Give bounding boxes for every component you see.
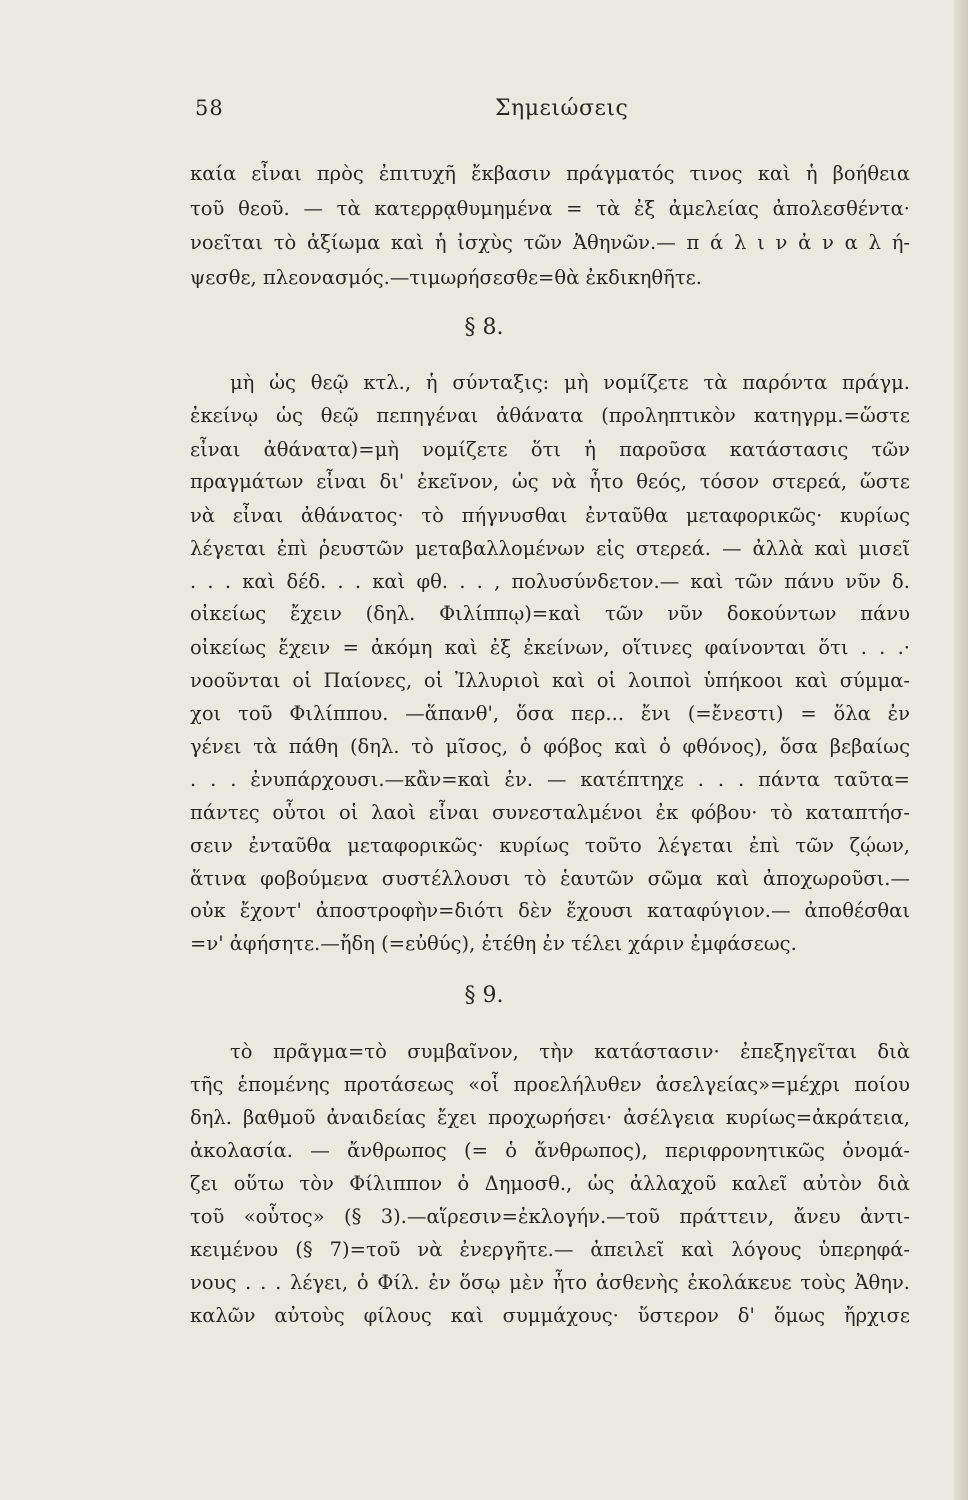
text-line: νὰ εἶναι ἀθάνατος· τὸ πήγνυσθαι ἐνταῦθα μεταφορικῶς· κυρίως [190,504,910,527]
text-line: τῆς ἑπομένης προτάσεως «οἷ προελήλυθεν ἀσελγείας»=μέχρι ποίου [190,1073,910,1096]
text-line: ἀκολασία. — ἄνθρωπος (= ὁ ἄνθρωπος), περιφρονητικῶς ὀνομά- [190,1139,910,1162]
text-line: χοι τοῦ Φιλίππου. —ἅπανθ', ὅσα περ... ἔνι (=ἔνεστι) = ὅλα ἐν [190,702,910,725]
text-line: λέγεται ἐπὶ ῥευστῶν μεταβαλλομένων εἰς στερεά. — ἀλλὰ καὶ μισεῖ [190,537,910,560]
text-line: δηλ. βαθμοῦ ἀναιδείας ἔχει προχωρήσει· ἀσέλγεια κυρίως=ἀκράτεια, [190,1106,910,1129]
text-line: ζει οὕτω τὸν Φίλιππον ὁ Δημοσθ., ὡς ἀλλαχοῦ καλεῖ αὐτὸν διὰ [190,1172,910,1195]
text-line: πραγμάτων εἶναι δι' ἐκεῖνον, ὡς νὰ ἦτο θεός, τόσον στερεά, ὥστε [190,470,910,493]
text-line: κειμένου (§ 7)=τοῦ νὰ ἐνεργῆτε.— ἀπειλεῖ καὶ λόγους ὑπερηφά- [190,1238,910,1261]
text-line: τοῦ θεοῦ. — τὰ κατερρᾳθυμημένα = τὰ ἐξ ἀμελείας ἀπολεσθέντα· [190,197,910,220]
text-line: οὐκ ἔχοντ' ἀποστροφὴν=διότι δὲν ἔχουσι καταφύγιον.— ἀποθέσθαι [190,899,910,922]
running-title: Σημειώσεις [495,96,629,121]
text-line: . . . καὶ δέδ. . . καὶ φθ. . . , πολυσύνδετον.— καὶ τῶν πάνυ νῦν δ. [190,570,910,593]
page-edge [954,0,968,1500]
text-line: ἅτινα φοβούμενα συστέλλουσι τὸ ἑαυτῶν σῶμα καὶ ἀποχωροῦσι.— [190,867,910,890]
section-heading-8: § 8. [464,315,504,340]
text-line: ψεσθε, πλεονασμός.—τιμωρήσεσθε=θὰ ἐκδικηθῆτε. [190,266,702,289]
text-line: ἐκείνῳ ὡς θεῷ πεπηγέναι ἀθάνατα (προληπτικὸν κατηγρμ.=ὥστε [190,404,910,427]
text-line: . . . ἐνυπάρχουσι.—κἂν=καὶ ἐν. — κατέπτηχε . . . πάντα ταῦτα= [190,768,910,791]
text-line: νους . . . λέγει, ὁ Φίλ. ἐν ὅσῳ μὲν ἦτο ἀσθενὴς ἐκολάκευε τοὺς Ἀθην. [190,1271,910,1294]
text-line: πάντες οὗτοι οἱ λαοὶ εἶναι συνεσταλμένοι ἐκ φόβου· τὸ καταπτήσ- [190,801,910,824]
page-number: 58 [195,96,224,120]
text-line: καία εἶναι πρὸς ἐπιτυχῆ ἔκβασιν πράγματός τινος καὶ ἡ βοήθεια [190,162,910,185]
page-header [195,96,910,126]
text-line: νοεῖται τὸ ἀξίωμα καὶ ἡ ἰσχὺς τῶν Ἀθηνῶν.— π ά λ ι ν ἀ ν α λ ή- [190,231,910,254]
text-line: οἰκείως ἔχειν = ἀκόμη καὶ ἐξ ἐκείνων, οἵτινες φαίνονται ὅτι . . .· [190,636,910,659]
text-line: τοῦ «οὗτος» (§ 3).—αἵρεσιν=ἐκλογήν.—τοῦ πράττειν, ἄνευ ἀντι- [190,1205,910,1228]
section-heading-9: § 9. [464,983,504,1008]
text-line: γένει τὰ πάθη (δηλ. τὸ μῖσος, ὁ φόβος καὶ ὁ φθόνος), ὅσα βεβαίως [190,735,910,758]
text-line: εἶναι ἀθάνατα)=μὴ νομίζετε ὅτι ἡ παροῦσα κατάστασις τῶν [190,438,910,461]
text-line: σειν ἐνταῦθα μεταφορικῶς· κυρίως τοῦτο λέγεται ἐπὶ τῶν ζῴων, [190,834,910,857]
text-line: οἰκείως ἔχειν (δηλ. Φιλίππῳ)=καὶ τῶν νῦν δοκούντων πάνυ [190,602,910,625]
text-line: τὸ πρᾶγμα=τὸ συμβαῖνον, τὴν κατάστασιν· ἐπεξηγεῖται διὰ [230,1040,910,1063]
text-line: μὴ ὡς θεῷ κτλ., ἡ σύνταξις: μὴ νομίζετε τὰ παρόντα πράγμ. [230,371,910,394]
text-line: νοοῦνται οἱ Παίονες, οἱ Ἰλλυριοὶ καὶ οἱ λοιποὶ ὑπήκοοι καὶ σύμμα- [190,669,910,692]
text-line: καλῶν αὐτοὺς φίλους καὶ συμμάχους· ὕστερον δ' ὅμως ἤρχισε [190,1304,910,1327]
text-line: =ν' ἀφήσητε.—ἤδη (=εὐθύς), ἐτέθη ἐν τέλει χάριν ἐμφάσεως. [190,932,797,955]
